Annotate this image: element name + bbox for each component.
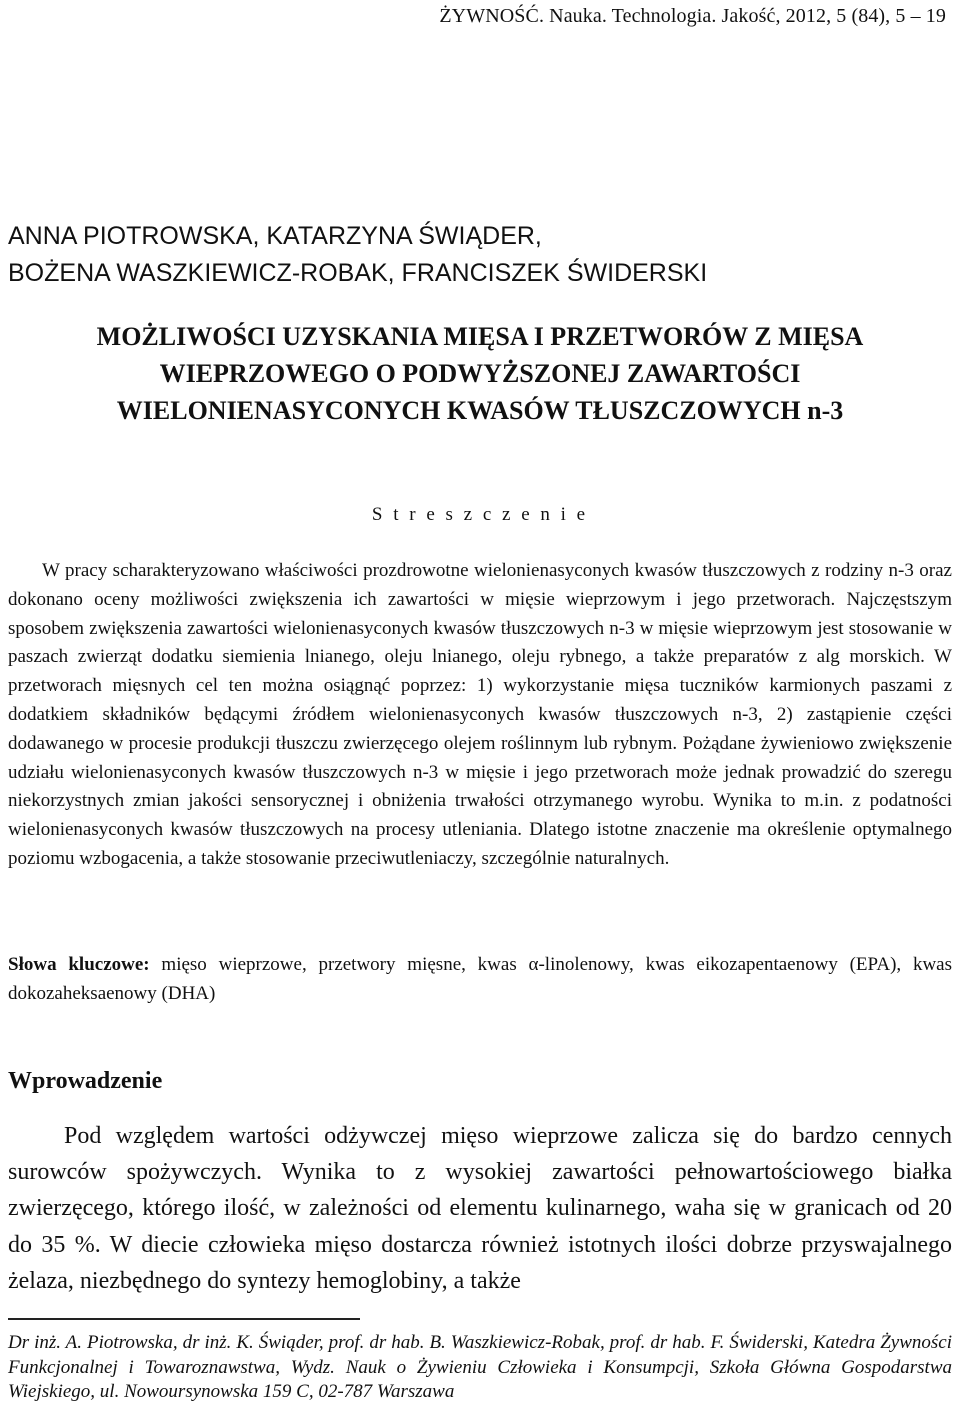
title-line: WIELONIENASYCONYCH KWASÓW TŁUSZCZOWYCH n-3 xyxy=(116,396,844,425)
title-line: WIEPRZOWEGO O PODWYŻSZONEJ ZAWARTOŚCI xyxy=(159,359,801,388)
authors xyxy=(8,218,948,292)
journal-header: ŻYWNOŚĆ. Nauka. Technologia. Jakość, 2012, 5 (84), 5 – 19 xyxy=(439,5,946,27)
introduction-body xyxy=(8,1118,952,1299)
keywords-text: mięso wieprzowe, przetwory mięsne, kwas α-linolenowy, kwas eikozapentaenowy (EPA), kwas dokozaheksaenowy (DHA) xyxy=(8,954,953,1004)
section-heading-introduction: Wprowadzenie xyxy=(8,1068,163,1094)
authors-line: ANNA PIOTROWSKA, KATARZYNA ŚWIĄDER, xyxy=(8,222,542,250)
keywords-label: Słowa kluczowe: xyxy=(8,954,150,975)
title-line: MOŻLIWOŚCI UZYSKANIA MIĘSA I PRZETWORÓW Z MIĘSA xyxy=(96,322,864,351)
author-affiliation-footnote: Dr inż. A. Piotrowska, dr inż. K. Świąder, prof. dr hab. B. Waszkiewicz-Robak, prof. dr hab. F. Świderski, Katedra Żywności Funkcjonalnej i Towaroznawstwa, Wydz. Nauk o Żywieniu Człowieka i Konsumpcji, Szkoła Główna Gospodarstwa Wiejskiego, ul. Nowoursynowska 159 C, 02-787 Warszawa xyxy=(8,1332,952,1403)
footnote-rule xyxy=(8,1318,360,1320)
keywords xyxy=(8,951,952,1009)
abstract xyxy=(8,557,952,874)
article-title xyxy=(8,318,952,429)
authors-line: BOŻENA WASZKIEWICZ-ROBAK, FRANCISZEK ŚWIDERSKI xyxy=(8,259,708,287)
introduction-paragraph: Pod względem wartości odżywczej mięso wieprzowe zalicza się do bardzo cennych surowców spożywczych. Wynika to z wysokiej zawartości pełnowartościowego białka zwierzęcego, którego ilość, w zależności od elementu kulinarnego, waha się w granicach od 20 do 35 %. W diecie człowieka mięso dostarcza również istotnych ilości dobrze przyswajalnego żelaza, niezbędnego do syntezy hemoglobiny, a także xyxy=(8,1123,952,1294)
abstract-text: W pracy scharakteryzowano właściwości prozdrowotne wielonienasyconych kwasów tłuszczowych z rodziny n-3 oraz dokonano oceny możliwości zwiększenia ich zawartości w mięsie wieprzowym i jego przetworach. Najczęstszym sposobem zwiększenia zawartości wielonienasyconych kwasów tłuszczowych n-3 w mięsie wieprzowym jest stosowanie w paszach zwierząt dodatku siemienia lnianego, oleju lnianego, oleju rybnego, a także preparatów z alg morskich. W przetworach mięsnych cel ten można osiągnąć poprzez: 1) wykorzystanie mięsa tuczników karmionych paszami z dodatkiem składników będącymi źródłem wielonienasyconych kwasów tłuszczowych n-3, 2) zastąpienie części dodawanego w procesie produkcji tłuszczu zwierzęcego olejem roślinnym lub rybnym. Pożądane żywieniowo zwiększenie udziału wielonienasyconych kwasów tłuszczowych n-3 w mięsie i jego przetworach może jednak prowadzić do szeregu niekorzystnych zmian jakości sensorycznej i obniżenia trwałości otrzymanego wyrobu. Wynika to m.in. z podatności wielonienasyconych kwasów tłuszczowych na procesy utleniania. Dlatego istotne znaczenie ma określenie optymalnego poziomu wzbogacenia, a także stosowanie przeciwutleniaczy, szczególnie naturalnych. xyxy=(8,560,952,869)
abstract-heading: S t r e s z c z e n i e xyxy=(371,504,589,525)
